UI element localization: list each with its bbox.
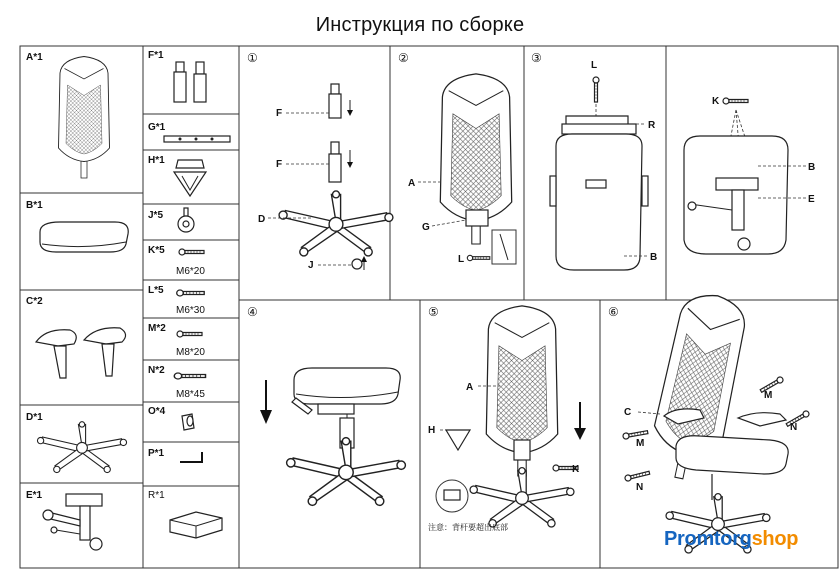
part-h bbox=[148, 155, 206, 196]
step-3b-label-e: E bbox=[808, 194, 815, 205]
brand-logo-part1: Promtorg bbox=[664, 528, 752, 550]
pad-drawing bbox=[170, 512, 222, 538]
part-n-label: N*2 bbox=[148, 365, 165, 376]
gas-lift-drawing bbox=[174, 62, 206, 102]
part-e bbox=[26, 490, 102, 550]
part-l-label: L*5 bbox=[148, 285, 164, 296]
step-3-number: ③ bbox=[531, 51, 542, 65]
armrests-drawing bbox=[36, 328, 126, 378]
step-5-panel bbox=[428, 305, 586, 532]
step-6-panel bbox=[608, 289, 810, 553]
step-2-label-a: A bbox=[408, 178, 416, 189]
washer-drawing bbox=[182, 414, 194, 430]
step-1-label-f1: F bbox=[276, 108, 283, 119]
step-3-label-b: B bbox=[650, 252, 658, 263]
step-3b-panel bbox=[684, 96, 815, 254]
part-k-size: M6*20 bbox=[176, 266, 205, 277]
step-3b-label-k: K bbox=[712, 96, 720, 107]
step-4-panel bbox=[247, 305, 405, 505]
part-m bbox=[148, 323, 205, 358]
step-2-label-g: G bbox=[422, 222, 430, 233]
step-2-panel bbox=[398, 51, 516, 265]
step-3-panel bbox=[531, 51, 657, 270]
step-3-label-r: R bbox=[648, 120, 656, 131]
part-r bbox=[148, 490, 222, 538]
step-1-number: ① bbox=[247, 51, 258, 65]
step-2-label-l: L bbox=[458, 254, 465, 265]
step-5-label-h: H bbox=[428, 425, 436, 436]
part-c-label: C*2 bbox=[26, 296, 43, 307]
step-6-label-m1: M bbox=[764, 390, 773, 401]
step-2-number: ② bbox=[398, 51, 409, 65]
step-5-number: ⑤ bbox=[428, 305, 439, 319]
part-d-label: D*1 bbox=[26, 412, 43, 423]
screw-m-drawing bbox=[177, 331, 202, 337]
step-3-label-l: L bbox=[591, 60, 598, 71]
step-6-label-c: C bbox=[624, 407, 632, 418]
step-5-note: 注意：背杆要超出底部 bbox=[428, 523, 508, 532]
part-d bbox=[26, 412, 127, 473]
part-k bbox=[148, 245, 205, 277]
part-j-label: J*5 bbox=[148, 210, 164, 221]
step-6-label-m2: M bbox=[636, 438, 645, 449]
part-g-label: G*1 bbox=[148, 122, 166, 133]
part-m-size: M8*20 bbox=[176, 347, 205, 358]
page-title: Инструкция по сборке bbox=[315, 14, 525, 36]
allen-key-drawing bbox=[180, 452, 202, 462]
part-j bbox=[148, 208, 194, 232]
step-1-label-d: D bbox=[258, 214, 266, 225]
part-a-label: A*1 bbox=[26, 52, 43, 63]
screw-l-drawing bbox=[177, 290, 205, 296]
part-f bbox=[148, 50, 206, 102]
screw-n-drawing bbox=[174, 373, 205, 379]
step-3b-label-b: B bbox=[808, 162, 816, 173]
part-h-label: H*1 bbox=[148, 155, 165, 166]
step-6-number: ⑥ bbox=[608, 305, 619, 319]
part-b bbox=[26, 200, 128, 252]
part-n bbox=[148, 365, 206, 400]
seat-cushion-drawing bbox=[40, 222, 128, 252]
part-l-size: M6*30 bbox=[176, 305, 205, 316]
brand-logo-part2: shop bbox=[751, 528, 799, 550]
part-e-label: E*1 bbox=[26, 490, 43, 501]
part-g bbox=[148, 122, 230, 142]
step-1-panel bbox=[247, 51, 393, 271]
part-p bbox=[148, 448, 202, 462]
screw-k-drawing bbox=[179, 249, 204, 255]
cover-drawing bbox=[174, 160, 206, 196]
mechanism-drawing bbox=[43, 494, 102, 550]
part-c bbox=[26, 296, 126, 378]
step-1-label-f2: F bbox=[276, 159, 283, 170]
backrest-drawing bbox=[59, 57, 110, 179]
part-o bbox=[148, 406, 194, 430]
bracket-drawing bbox=[164, 136, 230, 142]
step-5-label-a: A bbox=[466, 382, 474, 393]
step-4-number: ④ bbox=[247, 305, 258, 319]
step-5-label-k: K bbox=[572, 464, 580, 475]
step-6-label-n1: N bbox=[790, 422, 798, 433]
part-a bbox=[26, 52, 110, 178]
part-r-label: R*1 bbox=[148, 490, 165, 501]
part-o-label: O*4 bbox=[148, 406, 166, 417]
part-f-label: F*1 bbox=[148, 50, 164, 61]
part-b-label: B*1 bbox=[26, 200, 43, 211]
caster-drawing bbox=[178, 208, 194, 232]
part-n-size: M8*45 bbox=[176, 389, 205, 400]
part-p-label: P*1 bbox=[148, 448, 165, 459]
step-6-label-n2: N bbox=[636, 482, 644, 493]
part-k-label: K*5 bbox=[148, 245, 165, 256]
brand-logo bbox=[664, 528, 798, 551]
star-base-drawing bbox=[37, 422, 126, 473]
step-1-label-j: J bbox=[308, 260, 314, 271]
part-l bbox=[148, 285, 205, 316]
part-m-label: M*2 bbox=[148, 323, 166, 334]
